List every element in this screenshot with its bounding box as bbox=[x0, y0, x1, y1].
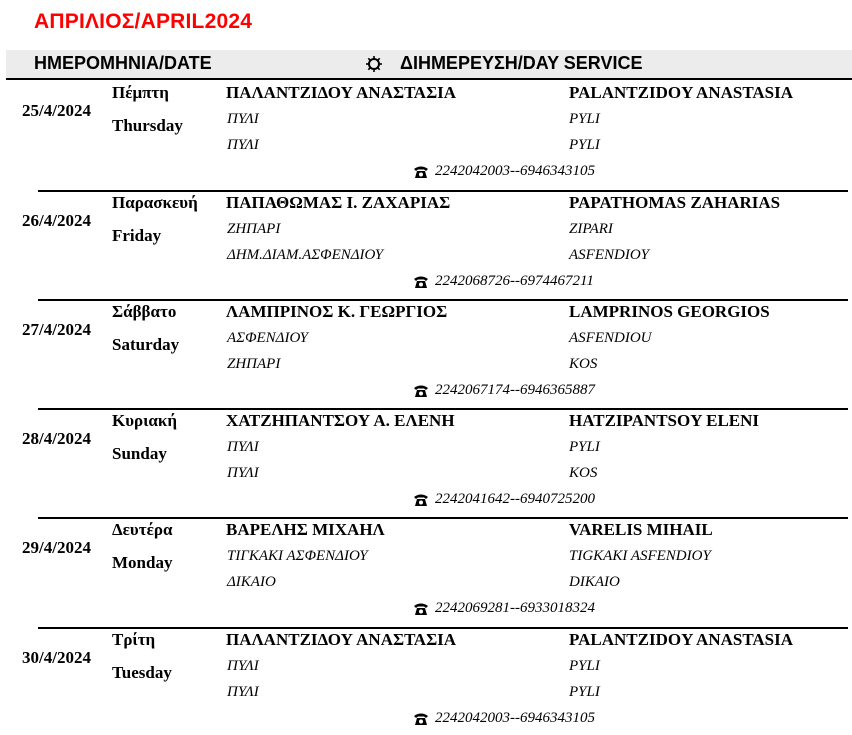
day-english: Thursday bbox=[112, 116, 183, 135]
sun-icon bbox=[366, 56, 382, 72]
phone-text: 2242041642--6940725200 bbox=[435, 491, 595, 507]
phone-numbers bbox=[413, 273, 594, 290]
schedule-entry bbox=[0, 627, 852, 735]
entry-date: 30/4/2024 bbox=[22, 648, 91, 667]
telephone-icon bbox=[413, 712, 429, 726]
location-line2-english: KOS bbox=[569, 356, 598, 372]
phone-text: 2242042003--6946343105 bbox=[435, 163, 595, 179]
location-line2-greek: ΔΙΚΑΙΟ bbox=[227, 574, 276, 590]
entry-date: 27/4/2024 bbox=[22, 320, 91, 339]
phone-numbers bbox=[413, 163, 595, 180]
day-english: Friday bbox=[112, 226, 162, 245]
location-line1-english: TIGKAKI ASFENDIOY bbox=[569, 548, 711, 564]
pharmacist-name-greek: ΒΑΡΕΛΗΣ ΜΙΧΑΗΛ bbox=[226, 520, 385, 539]
telephone-icon bbox=[413, 493, 429, 507]
telephone-icon bbox=[413, 384, 429, 398]
day-english: Saturday bbox=[112, 335, 180, 354]
phone-numbers bbox=[413, 382, 595, 399]
day-english: Sunday bbox=[112, 444, 167, 463]
row-separator bbox=[38, 517, 848, 519]
phone-text: 2242067174--6946365887 bbox=[435, 382, 595, 398]
pharmacist-name-english: VARELIS MIHAIL bbox=[569, 520, 713, 539]
location-line1-greek: ΠΥΛΙ bbox=[227, 658, 259, 674]
location-line2-greek: ΠΥΛΙ bbox=[227, 465, 259, 481]
location-line2-english: KOS bbox=[569, 465, 598, 481]
location-line1-greek: ΠΥΛΙ bbox=[227, 439, 259, 455]
location-line2-english: PYLI bbox=[569, 137, 600, 153]
row-separator bbox=[38, 299, 848, 301]
location-line1-english: PYLI bbox=[569, 111, 600, 127]
schedule-entry bbox=[0, 517, 852, 625]
pharmacist-name-english: HATZIPANTSOY ELENI bbox=[569, 411, 760, 430]
telephone-icon bbox=[413, 165, 429, 179]
row-separator bbox=[38, 408, 848, 410]
schedule-entry bbox=[0, 408, 852, 516]
telephone-icon bbox=[413, 602, 429, 616]
location-line1-greek: ΑΣΦΕΝΔΙΟΥ bbox=[227, 330, 309, 346]
location-line2-greek: ΔΗΜ.ΔΙΑΜ.ΑΣΦΕΝΔΙΟΥ bbox=[227, 247, 384, 263]
telephone-icon bbox=[413, 275, 429, 289]
location-line2-greek: ΠΥΛΙ bbox=[227, 137, 259, 153]
location-line1-greek: ΠΥΛΙ bbox=[227, 111, 259, 127]
location-line2-english: ASFENDIOY bbox=[569, 247, 649, 263]
day-greek: Δευτέρα bbox=[112, 520, 173, 539]
location-line1-greek: ΖΗΠΑΡΙ bbox=[227, 221, 281, 237]
phone-text: 2242042003--6946343105 bbox=[435, 710, 595, 726]
location-line2-english: PYLI bbox=[569, 684, 600, 700]
date-column-header: ΗΜΕΡΟΜΗΝΙΑ/DATE bbox=[34, 53, 212, 73]
pharmacist-name-english: PALANTZIDOY ANASTASIA bbox=[569, 83, 794, 102]
pharmacist-name-greek: ΠΑΠΑΘΩΜΑΣ Ι. ΖΑΧΑΡΙΑΣ bbox=[226, 193, 451, 212]
schedule-entry bbox=[0, 190, 852, 298]
location-line1-greek: ΤΙΓΚΑΚΙ ΑΣΦΕΝΔΙΟΥ bbox=[227, 548, 368, 564]
pharmacist-name-greek: ΠΑΛΑΝΤΖΙΔΟΥ ΑΝΑΣΤΑΣΙΑ bbox=[226, 630, 457, 649]
day-english: Tuesday bbox=[112, 663, 172, 682]
row-separator bbox=[38, 627, 848, 629]
day-greek: Σάββατο bbox=[112, 302, 177, 321]
phone-numbers bbox=[413, 491, 595, 508]
location-line1-english: PYLI bbox=[569, 439, 600, 455]
phone-text: 2242068726--6974467211 bbox=[435, 273, 594, 289]
pharmacist-name-greek: ΧΑΤΖΗΠΑΝΤΣΟΥ Α. ΕΛΕΝΗ bbox=[226, 411, 455, 430]
entry-date: 28/4/2024 bbox=[22, 429, 91, 448]
pharmacist-name-greek: ΛΑΜΠΡΙΝΟΣ Κ. ΓΕΩΡΓΙΟΣ bbox=[226, 302, 448, 321]
schedule-entry bbox=[0, 80, 852, 188]
location-line1-english: ASFENDIOU bbox=[569, 330, 652, 346]
pharmacist-name-english: PALANTZIDOY ANASTASIA bbox=[569, 630, 794, 649]
location-line2-greek: ΖΗΠΑΡΙ bbox=[227, 356, 281, 372]
day-greek: Πέμπτη bbox=[112, 83, 169, 102]
entry-date: 26/4/2024 bbox=[22, 211, 91, 230]
location-line1-english: PYLI bbox=[569, 658, 600, 674]
location-line1-english: ZIPARI bbox=[569, 221, 613, 237]
day-english: Monday bbox=[112, 553, 173, 572]
phone-numbers bbox=[413, 710, 595, 727]
pharmacist-name-english: LAMPRINOS GEORGIOS bbox=[569, 302, 770, 321]
row-separator bbox=[38, 190, 848, 192]
phone-text: 2242069281--6933018324 bbox=[435, 600, 595, 616]
phone-numbers bbox=[413, 600, 595, 617]
location-line2-english: DIKAIO bbox=[569, 574, 620, 590]
entry-date: 29/4/2024 bbox=[22, 538, 91, 557]
day-greek: Κυριακή bbox=[112, 411, 177, 430]
service-column-label: ΔΙΗΜΕΡΕΥΣΗ/DAY SERVICE bbox=[400, 53, 643, 73]
location-line2-greek: ΠΥΛΙ bbox=[227, 684, 259, 700]
day-greek: Τρίτη bbox=[112, 630, 156, 649]
pharmacist-name-greek: ΠΑΛΑΝΤΖΙΔΟΥ ΑΝΑΣΤΑΣΙΑ bbox=[226, 83, 457, 102]
schedule-entry bbox=[0, 299, 852, 407]
pharmacist-name-english: PAPATHOMAS ZAHARIAS bbox=[569, 193, 781, 212]
entry-date: 25/4/2024 bbox=[22, 101, 91, 120]
day-greek: Παρασκευή bbox=[112, 193, 198, 212]
service-column-header bbox=[366, 53, 642, 74]
page-title: ΑΠΡΙΛΙΟΣ/APRIL2024 bbox=[34, 10, 253, 33]
table-header bbox=[6, 50, 852, 80]
